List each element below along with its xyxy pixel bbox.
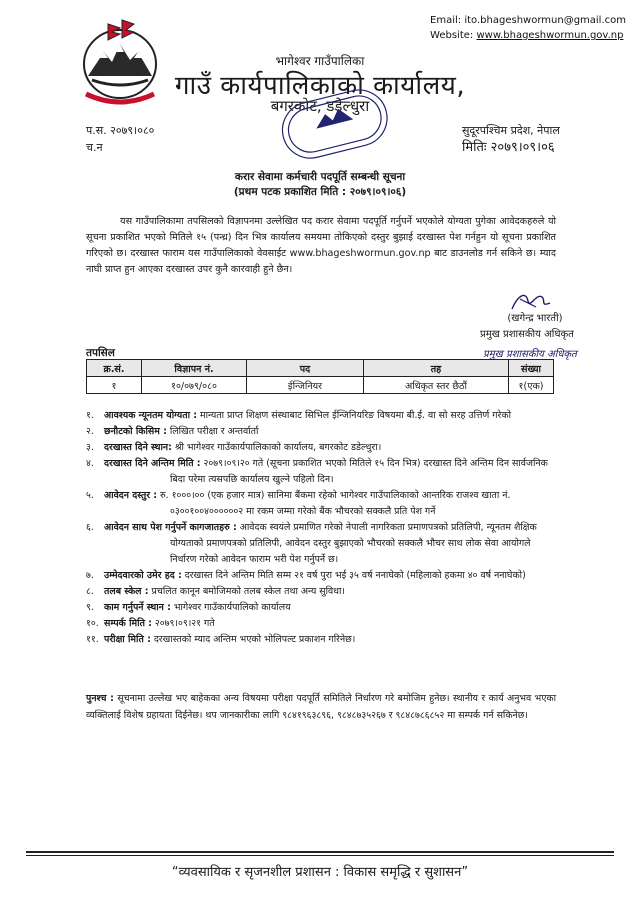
item-text: २०७९।०९।२० गते (सूचना प्रकाशित भएको मितिले १५ दिन भित्र) दरखास्त दिने अन्तिम दिन सार्वजनिक बिदा परेमा त्यसपछि कार्यालय खुल्ने पहिलो दिन। (170, 458, 548, 485)
postscript-text: सूचनामा उल्लेख भए बाहेकका अन्य विषयमा परीक्षा पदपूर्ति समितिले निर्धारण गरे बमोजिम हुनेछ। स्थानीय र कार्य अनुभव भएका व्यक्तिलाई विशेष ग्रहायता दिईनेछ। थप जानकारीका लागि ९८४१९६३८९६, ९८४८७३५२६७ र ९८४८७८६८५२ मा सम्पर्क गर्न सकिनेछ। (86, 693, 557, 721)
list-item (86, 616, 556, 632)
email-line (430, 13, 626, 28)
list-item (86, 424, 556, 440)
list-item (86, 440, 556, 456)
header-advert-no: विज्ञापन नं. (142, 360, 247, 377)
item-text: दरखास्तको म्याद अन्तिम भएको भोलिपल्ट प्रकाशन गरिनेछ। (153, 634, 356, 645)
item-label: आवेदन दस्तुर : (104, 490, 158, 501)
item-number: ४. (86, 458, 94, 469)
item-number: ५. (86, 490, 94, 501)
cell-level: अधिकृत स्तर छैठौं (364, 377, 509, 394)
item-label: परीक्षा मिति : (104, 634, 151, 645)
item-label: तलब स्केल : (104, 586, 149, 597)
header-count: संख्या (509, 360, 554, 377)
postscript-label: पुनश्च : (86, 693, 114, 704)
notice-body: यस गाउँपालिकामा तपसिलको विज्ञापनमा उल्लेखित पद करार सेवामा पदपूर्ति गर्नुपर्ने भएकोले योग्यता पुगेका आवेदकहरुले यो सूचना प्रकाशित भएको मितिले १५ (पन्ध्र) दिन भित्र कार्यालय समयमा तोकिएको दस्तुर बुझाई दरखास्त पेश गर्नहुन यो सूचना प्रकाशित गरिएको छ। दरखास्त फाराम यस गाउँपालिकाको वेवसाईट www.bhageshwormun.gov.np बाट डाउनलोड गर्न सकिने छ। म्याद नाघी प्राप्त हुन आएका दरखास्त उपर कुनै कारवाही हुने छैन। (86, 216, 556, 275)
signatory-title: प्रमुख प्रशासकीय अधिकृत (480, 329, 574, 340)
issue-date: मितिः २०७९।०९।०६ (462, 140, 555, 155)
website-line (430, 28, 626, 43)
item-label: आवेदन साथ पेश गर्नुपर्ने कागजातहरु : (104, 522, 237, 533)
item-text: मान्यता प्राप्त शिक्षण संस्थाबाट सिभिल ईन्जिनियरिङ विषयमा बी.ई. वा सो सरह उत्तिर्ण गरेको (200, 410, 512, 421)
header-level: तह (364, 360, 509, 377)
footer-divider-thin (26, 855, 614, 856)
item-label: दरखास्त दिने स्थान: (104, 442, 172, 453)
requirements-list (86, 408, 556, 648)
email-label: Email: (430, 15, 462, 26)
list-item (86, 408, 556, 424)
footer-divider-thick (26, 851, 614, 853)
item-number: २. (86, 426, 94, 437)
item-number: ७. (86, 570, 94, 581)
municipality-name: भागेश्वर गाउँपालिका (275, 54, 365, 68)
item-number: ३. (86, 442, 94, 453)
item-text: दरखास्त दिने अन्तिम मिति सम्म २१ वर्ष पुरा भई ३५ वर्ष ननाघेको (महिलाको हकमा ४० वर्ष ननाघेको) (184, 570, 526, 581)
table-caption: तपसिल (86, 347, 115, 359)
chalani-number: च.न (86, 141, 103, 154)
vacancy-table (86, 359, 554, 394)
contact-block (430, 13, 626, 43)
item-text: २०७९।०९।२१ गते (154, 618, 215, 629)
list-item (86, 520, 556, 568)
item-text: भागेश्वर गाउँकार्यपालिको कार्यालय (173, 602, 291, 613)
postscript (86, 690, 556, 724)
patra-sankhya: प.स. २०७९।०८० (86, 124, 155, 137)
website-link[interactable]: www.bhageshwormun.gov.np (476, 30, 624, 41)
reference-right (462, 122, 560, 156)
item-text: प्रचलित कानून बमोजिमको तलब स्केल तथा अन्य सुविधा। (151, 586, 345, 597)
item-label: काम गर्नुपर्ने स्थान : (104, 602, 171, 613)
item-label: दरखास्त दिने अन्तिम मिति : (104, 458, 201, 469)
email-address[interactable]: ito.bhageshwormun@gmail.com (464, 15, 626, 26)
item-label: छनौटको किसिम : (104, 426, 167, 437)
item-number: १. (86, 410, 94, 421)
province-name: सुदूरपश्चिम प्रदेश, नेपाल (462, 124, 560, 137)
cell-serial: १ (87, 377, 142, 394)
list-item (86, 632, 556, 648)
cell-count: १(एक) (509, 377, 554, 394)
item-text: रु. १०००।०० (एक हजार मात्र) सानिमा बैंकमा रहेको भागेश्वर गाउँपालिकाको आन्तरिक राजश्व खाता नं. ०३००१००४००००००२ मा रकम जम्मा गरेको बैंक भौचरको सक्कलै प्रति पेश गर्ने (160, 490, 511, 517)
item-number: ८. (86, 586, 94, 597)
office-stamp (276, 82, 394, 168)
list-item (86, 456, 556, 488)
cell-advert-no: १०/०७९/०८० (142, 377, 247, 394)
notice-title: करार सेवामा कर्मचारी पदपूर्ति सम्बन्धी सूचना (234, 171, 406, 183)
item-number: ११. (86, 634, 99, 645)
list-item (86, 488, 556, 520)
signatory-name: (खगेन्द्र भारती) (507, 313, 563, 324)
handwritten-signature (506, 287, 556, 315)
notice-heading (0, 170, 640, 200)
list-item (86, 600, 556, 616)
header-serial: क्र.सं. (87, 360, 142, 377)
cell-post: ईन्जिनियर (247, 377, 364, 394)
item-label: आवश्यक न्यूनतम योग्यता : (104, 410, 198, 421)
list-item (86, 584, 556, 600)
item-label: उम्मेदवारको उमेर हद : (104, 570, 182, 581)
footer-slogan: “व्यवसायिक र सृजनशील प्रशासन : विकास समृद्धि र सुशासन” (171, 865, 469, 880)
item-number: ६. (86, 522, 94, 533)
office-address: बगरकोट, डडेल्धुरा (270, 97, 370, 115)
signatory-handwritten-title: प्रमुख प्रशासकीय अधिकृत (483, 349, 577, 360)
item-text: लिखित परीक्षा र अन्तर्वार्ता (169, 426, 259, 437)
header-post: पद (247, 360, 364, 377)
item-number: ९. (86, 602, 94, 613)
item-label: सम्पर्क मिति : (104, 618, 152, 629)
reference-left (86, 122, 154, 156)
table-header-row (87, 360, 554, 377)
item-text: श्री भागेश्वर गाउँकार्यपालिकाको कार्यालय, बगरकोट डडेल्धुरा। (174, 442, 382, 453)
item-number: १०. (86, 618, 99, 629)
list-item (86, 568, 556, 584)
office-title: गाउँ कार्यपालिकाको कार्यालय, (174, 71, 466, 101)
table-row (87, 377, 554, 394)
website-label: Website: (430, 30, 474, 41)
notice-subtitle: (प्रथम पटक प्रकाशित मिति : २०७९।०९।०६) (233, 186, 407, 198)
item-text: आवेदक स्वयंले प्रमाणित गरेको नेपाली नागरिकता प्रमाणपत्रको प्रतिलिपी, न्यूनतम शैक्षिक योग्यताको प्रमाणपत्रको प्रतिलिपी, आवेदन दस्तुर बुझाएको भौचरको सक्कलै भौचर साथ लोक सेवा आयोगले निर्धारण गरेको आवेदन फाराम भरी पेश गर्नुपर्ने छ। (170, 522, 537, 565)
